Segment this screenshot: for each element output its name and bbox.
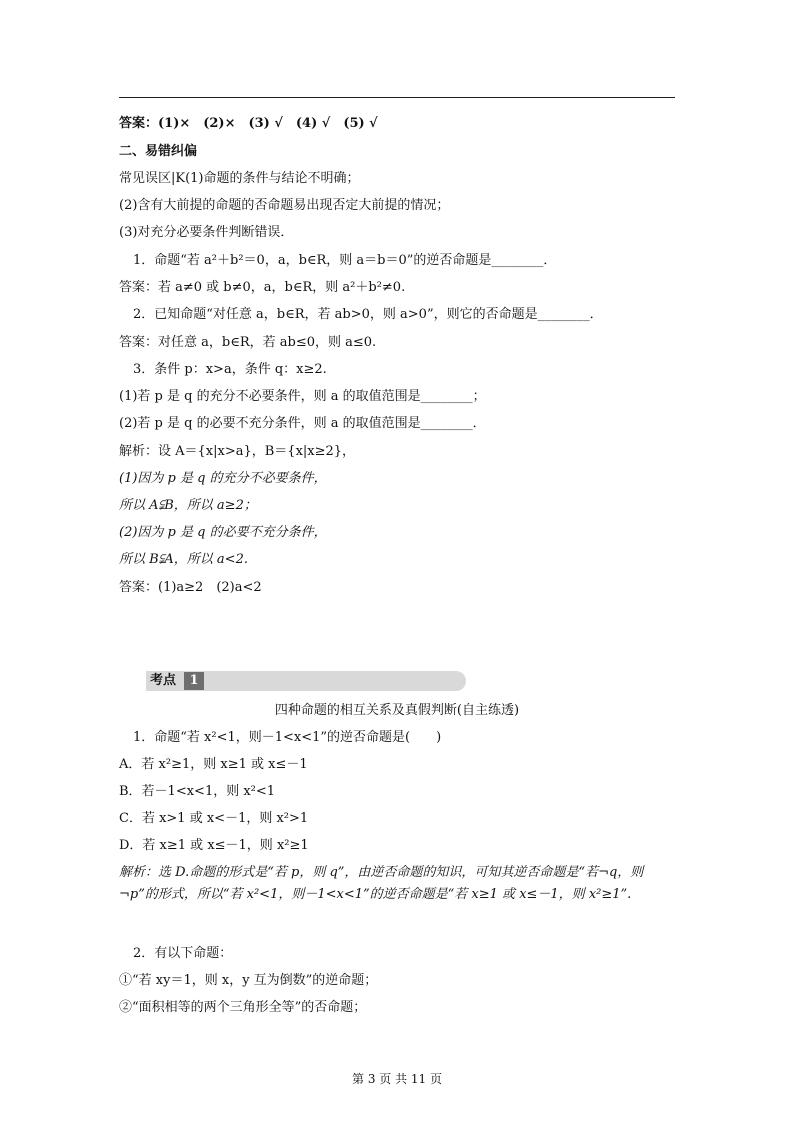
topic-badge-label: 考点: [150, 673, 177, 688]
text-line: (2)若 p 是 q 的必要不充分条件，则 a 的取值范围是________．: [119, 416, 486, 431]
page-footer: 第 3 页 共 11 页: [352, 1072, 442, 1086]
section-heading: 二、易错纠偏: [119, 144, 198, 159]
analysis-line: (2)因为 p 是 q 的必要不充分条件，: [119, 525, 327, 540]
topic-title: 四种命题的相互关系及真假判断(自主练透): [274, 703, 520, 718]
question-line: 1．命题“若 a²＋b²＝0，a，b∈R，则 a＝b＝0”的逆否命题是________．: [133, 253, 557, 268]
analysis-line: 解析：设 A＝{x|x>a}，B＝{x|x≥2}，: [119, 444, 356, 459]
answer-line: 答案：若 a≠0 或 b≠0，a，b∈R，则 a²＋b²≠0.: [119, 280, 406, 295]
question-line: 3．条件 p：x>a，条件 q：x≥2.: [133, 362, 327, 377]
analysis-line: 所以 B⫋A，所以 a<2.: [119, 552, 248, 567]
header-rule: [119, 97, 675, 98]
text-line: (1)若 p 是 q 的充分不必要条件，则 a 的取值范围是________；: [119, 389, 486, 404]
analysis-paragraph: 解析：选 D.命题的形式是“若 p，则 q”，由逆否命题的知识，可知其逆否命题是“若¬q，则¬p”的形式，所以“若 x²<1，则－1<x<1”的逆否命题是“若 x≥1 或 x≤－1，则 x²≥1”.: [119, 865, 644, 902]
text-line: (2)含有大前提的命题的否命题易出现否定大前提的情况；: [119, 198, 450, 213]
question-line: 2．已知命题“对任意 a，b∈R，若 ab>0，则 a>0”，则它的否命题是________．: [133, 307, 603, 322]
answer-line: 答案：(1)× (2)× (3) √ (4) √ (5) √: [119, 116, 378, 131]
answer-line: 答案：对任意 a，b∈R，若 ab≤0，则 a≤0.: [119, 335, 377, 350]
option-d: D．若 x≥1 或 x≤－1，则 x²≥1: [119, 838, 309, 853]
list-item: ②“面积相等的两个三角形全等”的否命题；: [119, 1000, 367, 1015]
analysis-line: (1)因为 p 是 q 的充分不必要条件，: [119, 471, 327, 486]
list-item: ①“若 xy＝1，则 x，y 互为倒数”的逆命题；: [119, 973, 378, 988]
text-line: 常见误区|K(1)命题的条件与结论不明确；: [119, 171, 360, 186]
question-line: 2．有以下命题：: [133, 946, 233, 961]
option-b: B．若－1<x<1，则 x²<1: [119, 784, 276, 799]
question-line: 1．命题“若 x²<1，则－1<x<1”的逆否命题是( ): [133, 730, 442, 745]
text-line: (3)对充分必要条件判断错误．: [119, 225, 294, 240]
analysis-line: 所以 A⫋B，所以 a≥2；: [119, 498, 257, 513]
answer-line: 答案：(1)a≥2 (2)a<2: [119, 580, 262, 595]
option-c: C．若 x>1 或 x<－1，则 x²>1: [119, 811, 309, 826]
option-a: A．若 x²≥1，则 x≥1 或 x≤－1: [119, 757, 308, 772]
topic-badge-number: 1: [184, 672, 204, 690]
